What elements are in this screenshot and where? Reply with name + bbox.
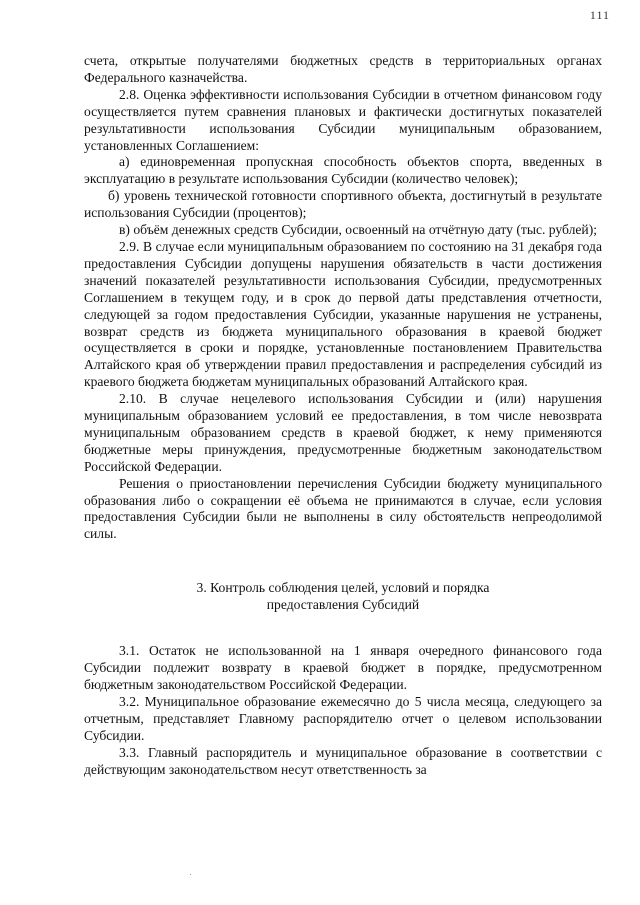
paragraph-p5: 2.9. В случае если муниципальным образованием по состоянию на 31 декабря года предоставления Субсидии допущены нарушения обязательств в части достижения значений показателей результативности использования Субсидии, предусмотренных Соглашением в текущем году, и в срок до первой даты представления отчетности, следующей за годом предоставления Субсидии, указанные нарушения не устранены, возврат средств из бюджета муниципального образования в краевой бюджет осуществляется в сроки и порядке, установленные постановлением Правительства Алтайского края об утверждении правил предоставления и распределения субсидий из краевого бюджета бюджетам муниципальных образований Алтайского края.	[84, 238, 602, 390]
document-body	[84, 53, 602, 779]
paragraph-p3: б) уровень технической готовности спортивного объекта, достигнутый в результате использования Субсидии (процентов);	[84, 188, 602, 221]
paragraph-p4: в) объём денежных средств Субсидии, освоенный на отчётную дату (тыс. рублей);	[119, 222, 598, 238]
paragraph-p9: 3.2. Муниципальное образование ежемесячно до 5 числа месяца, следующего за отчетным, представляет Главному распорядителю отчет о целевом использовании Субсидии.	[84, 694, 602, 743]
paragraph-p10: 3.3. Главный распорядитель и муниципальное образование в соответствии с действующим законодательством несут ответственность за	[84, 744, 602, 777]
paragraph-p6: 2.10. В случае нецелевого использования Субсидии и (или) нарушения муниципальным образованием условий ее предоставления, в том числе невозврата муниципальным образованием средств в краевой бюджет, к нему применяются бюджетные меры принуждения, предусмотренные бюджетным законодательством Российской Федерации.	[84, 391, 602, 474]
paragraph-p2: а) единовременная пропускная способность объектов спорта, введенных в эксплуатацию в результате использования Субсидии (количество человек);	[84, 154, 602, 187]
paragraph-p0: счета, открытые получателями бюджетных средств в территориальных органах Федерального казначейства.	[84, 53, 602, 85]
section-heading-line2: предоставления Субсидий	[266, 597, 420, 613]
section-heading-line1: 3. Контроль соблюдения целей, условий и порядка	[196, 580, 490, 596]
scan-speck	[190, 874, 191, 875]
section-heading	[84, 579, 602, 613]
paragraphs-after	[84, 643, 602, 778]
page-number: 111	[589, 8, 610, 22]
paragraphs-before	[84, 53, 602, 543]
paragraph-p7: Решения о приостановлении перечисления Субсидии бюджету муниципального образования либо о сокращении её объема не принимаются в случае, если условия предоставления Субсидии были не выполнены в силу обстоятельств непреодолимой силы.	[84, 475, 602, 542]
paragraph-p1: 2.8. Оценка эффективности использования Субсидии в отчетном финансовом году осуществляется путем сравнения плановых и фактически достигнутых показателей результативности использования Субсидии муниципальным образованием, установленных Соглашением:	[84, 86, 602, 153]
paragraph-p8: 3.1. Остаток не использованной на 1 января очередного финансового года Субсидии подлежит возврату в краевой бюджет в порядке, предусмотренном бюджетным законодательством Российской Федерации.	[84, 643, 602, 693]
